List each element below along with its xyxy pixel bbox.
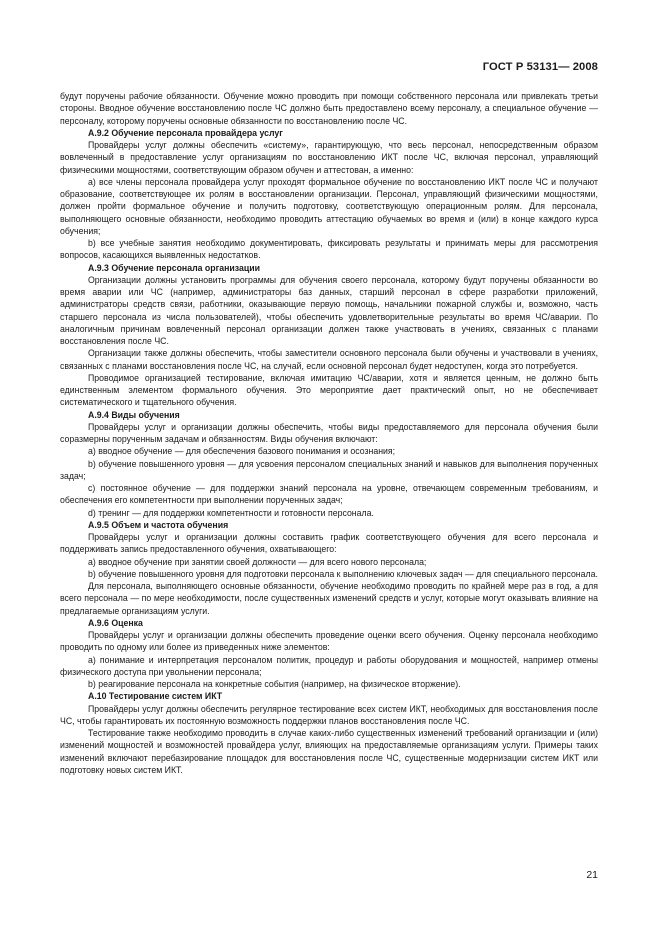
section-heading: А.9.6 Оценка: [88, 617, 143, 628]
section-heading: А.9.2 Обучение персонала провайдера услуг: [88, 127, 283, 138]
section-heading: А.10 Тестирование систем ИКТ: [88, 691, 223, 702]
paragraph: Провайдеры услуг и организации должны обеспечить, чтобы виды предоставляемого для персонала обучения были соразмерны порученным задачам и обязанностям. Виды обучения включают:: [60, 421, 598, 444]
paragraph: Провайдеры услуг должны обеспечить регулярное тестирование всех систем ИКТ, необходимых для восстановления после ЧС, чтобы гарантировать их постоянную возможность поддержки планов восстановления после ЧС.: [60, 703, 598, 726]
paragraph: Провайдеры услуг должны обеспечить «систему», гарантирующую, что весь персонал, непосредственным образом вовлеченный в предоставление услуг организациям по восстановлению ИКТ после ЧС, включая персонал, управляющий физическими мощностями, соответствующим образом обучен и аттестован, а именно:: [60, 140, 598, 175]
section-heading: А.9.3 Обучение персонала организации: [88, 262, 261, 273]
list-item: a) все члены персонала провайдера услуг проходят формальное обучение по восстановлению ИКТ после ЧС и получают образование, соответствующее их ролям в восстановлении организации. Персонал, управляющий физическими мощностями, должен пройти формальное обучение и получить подготовку, соответствующую операционным ролям. Для персонала, выполняющего основные обязанности, необходимо проводить аттестацию обучаемых во время и (или) в конце каждого курса обучения;: [60, 176, 598, 236]
paragraph: Провайдеры услуг и организации должны составить график соответствующего обучения для всего персонала и поддерживать запись предоставленного обучения, охватывающего:: [60, 532, 598, 555]
list-item: b) обучение повышенного уровня для подготовки персонала к выполнению ключевых задач — для специального персонала.: [88, 568, 598, 579]
paragraph: Для персонала, выполняющего основные обязанности, обучение необходимо проводить по крайней мере раз в год, а для всего персонала — по мере необходимости, после существенных изменений средств и услуг, которые могут оказывать влияние на предлагаемые организациям услуги.: [60, 581, 598, 616]
paragraph: Провайдеры услуг и организации должны обеспечить проведение оценки всего обучения. Оценку персонала необходимо проводить по одному или более из приведенных ниже элементов:: [60, 630, 598, 653]
list-item: b) обучение повышенного уровня — для усвоения персоналом специальных знаний и навыков для выполнения порученных задач;: [60, 458, 598, 481]
document-body: [60, 90, 598, 776]
list-item: b) все учебные занятия необходимо документировать, фиксировать результаты и принимать меры для рассмотрения вопросов, касающихся выявленных недостатков.: [60, 238, 598, 261]
list-item: a) вводное обучение при занятии своей должности — для всего нового персонала;: [88, 556, 427, 567]
paragraph: Организации также должны обеспечить, чтобы заместители основного персонала были обучены и участвовали в учениях, связанных с планами восстановления после ЧС, на случай, если основной персонал будет недоступен, когда это потребуется.: [60, 348, 598, 371]
page-number: 21: [586, 869, 598, 881]
list-item: a) понимание и интерпретация персоналом политик, процедур и работы оборудования и мощностей, например отмены физического доступа при увольнении персонала;: [60, 654, 598, 677]
page-header-standard: ГОСТ Р 53131— 2008: [482, 61, 598, 73]
section-heading: А.9.4 Виды обучения: [88, 409, 180, 420]
paragraph: Проводимое организацией тестирование, включая имитацию ЧС/аварии, хотя и является ценным, не должно быть единственным элементом формального обучения. Это мероприятие дает практический опыт, но не обеспечивает систематического и тщательного обучения.: [60, 372, 598, 408]
section-heading: А.9.5 Объем и частота обучения: [88, 519, 229, 530]
paragraph: Организации должны установить программы для обучения своего персонала, которому будут поручены обязанности во время аварии или ЧС (например, администраторы баз данных, старший персонал в сфере разработки приложений, администраторы средств связи, работники, оказывающие первую помощь, начальники пожарной службы и, возможно, часть старшего персонала из числа пользователей), чтобы обеспечить удовлетворительные результаты во время ЧС/аварии. По аналогичным причинам вовлеченный персонал организации должен также участвовать в учениях, связанных с планами восстановления после ЧС.: [60, 274, 598, 346]
paragraph: Тестирование также необходимо проводить в случае каких-либо существенных изменений требований организации и (или) изменений мощностей и возможностей провайдера услуг, влияющих на предоставляемые организациям услуги. Примеры таких изменений включают перебазирование площадок для восстановления после ЧС, существенные модернизации систем ИКТ или подготовку новых систем ИКТ.: [60, 728, 598, 775]
list-item: a) вводное обучение — для обеспечения базового понимания и осознания;: [88, 446, 396, 457]
paragraph: будут поручены рабочие обязанности. Обучение можно проводить при помощи собственного персонала или привлекать третьи стороны. Вводное обучение восстановлению после ЧС должно быть предоставлено всему персоналу, а специальное обучение — персоналу, которому поручены основные обязанности по восстановлению после ЧС.: [60, 91, 598, 126]
list-item: c) постоянное обучение — для поддержки знаний персонала на уровне, отвечающем современным требованиям, и обеспечения его компетентности при выполнении порученных задач;: [60, 483, 598, 506]
list-item: b) реагирование персонала на конкретные события (например, на физическое вторжение).: [88, 679, 461, 689]
list-item: d) тренинг — для поддержки компетентности и готовности персонала.: [88, 507, 374, 518]
